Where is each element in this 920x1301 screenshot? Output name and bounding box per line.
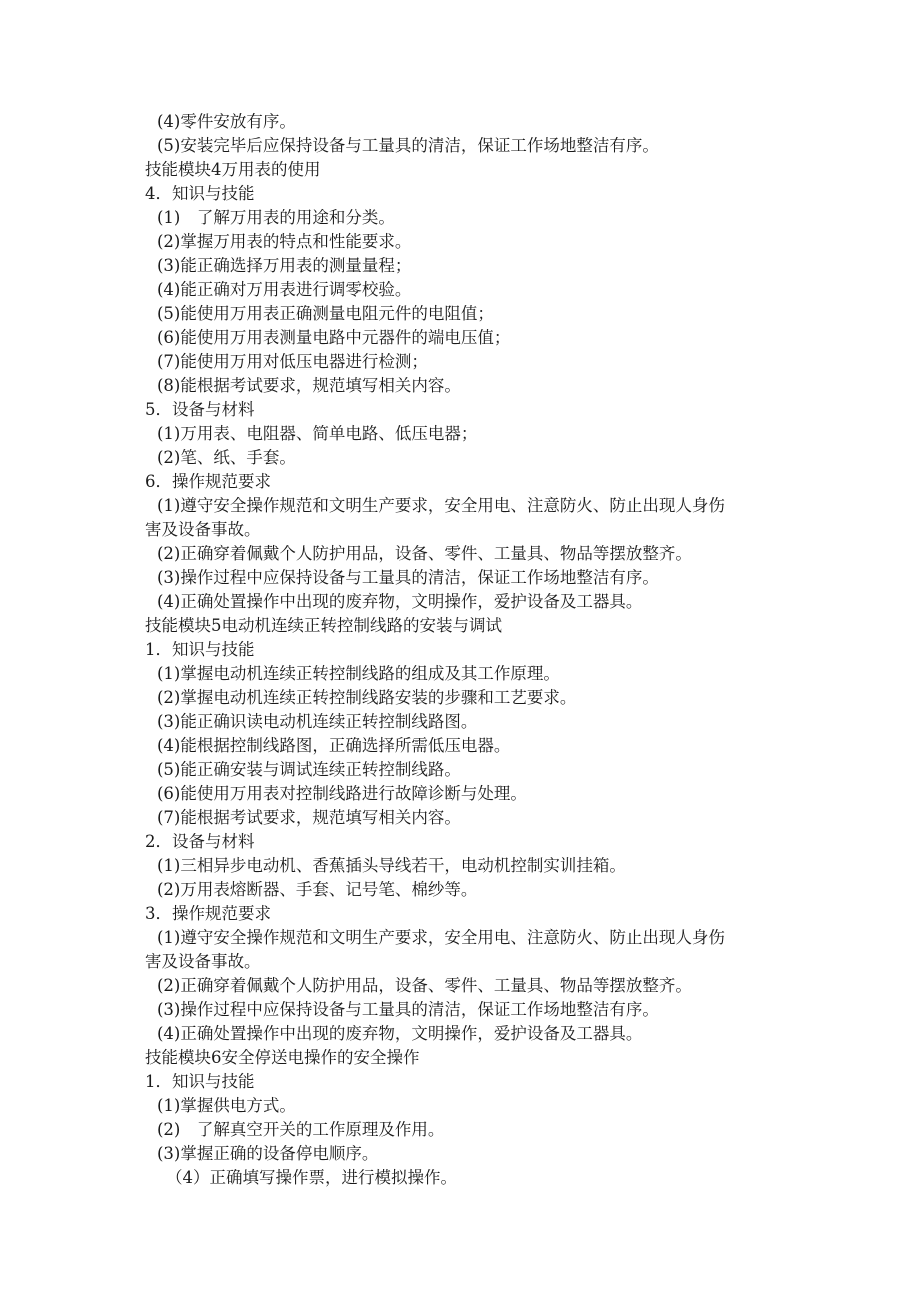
subsection-heading: 3．操作规范要求: [145, 904, 271, 923]
subsection-heading: 5．设备与材料: [145, 400, 255, 419]
text-line: (7)能根据考试要求，规范填写相关内容。: [157, 808, 461, 827]
text-line: (5)能正确安装与调试连续正转控制线路。: [157, 760, 461, 779]
text-line: (2)正确穿着佩戴个人防护用品，设备、零件、工量具、物品等摆放整齐。: [157, 544, 692, 563]
text-line: (3)能正确选择万用表的测量量程；: [157, 256, 412, 275]
subsection-heading: 1．知识与技能: [145, 1072, 255, 1091]
text-line: (4)能根据控制线路图，正确选择所需低压电器。: [157, 736, 511, 755]
text-line: (4)正确处置操作中出现的废弃物，文明操作，爱护设备及工器具。: [157, 592, 643, 611]
text-line: (2)笔、纸、手套。: [157, 448, 296, 467]
text-line: （4）正确填写操作票，进行模拟操作。: [166, 1168, 457, 1187]
text-line: (4)能正确对万用表进行调零校验。: [157, 280, 412, 299]
subsection-heading: 6．操作规范要求: [145, 472, 271, 491]
text-line: (3)能正确识读电动机连续正转控制线路图。: [157, 712, 478, 731]
subsection-heading: 2．设备与材料: [145, 832, 255, 851]
text-line: (1) 了解万用表的用途和分类。: [157, 208, 395, 227]
text-line: (5)安装完毕后应保持设备与工量具的清洁，保证工作场地整洁有序。: [157, 136, 659, 155]
text-line: (1)遵守安全操作规范和文明生产要求，安全用电、注意防火、防止出现人身伤: [157, 496, 725, 515]
subsection-heading: 1．知识与技能: [145, 640, 255, 659]
text-line: (2) 了解真空开关的工作原理及作用。: [157, 1120, 445, 1139]
text-line: (2)掌握电动机连续正转控制线路安装的步骤和工艺要求。: [157, 688, 577, 707]
text-line: 害及设备事故。: [145, 952, 261, 971]
text-line: (2)掌握万用表的特点和性能要求。: [157, 232, 412, 251]
text-line: (2)正确穿着佩戴个人防护用品，设备、零件、工量具、物品等摆放整齐。: [157, 976, 692, 995]
text-line: (1)掌握供电方式。: [157, 1096, 296, 1115]
text-line: (3)掌握正确的设备停电顺序。: [157, 1144, 379, 1163]
text-line: (1)遵守安全操作规范和文明生产要求，安全用电、注意防火、防止出现人身伤: [157, 928, 725, 947]
text-line: (5)能使用万用表正确测量电阻元件的电阻值；: [157, 304, 494, 323]
text-line: (3)操作过程中应保持设备与工量具的清洁，保证工作场地整洁有序。: [157, 568, 659, 587]
text-line: (6)能使用万用表对控制线路进行故障诊断与处理。: [157, 784, 527, 803]
text-line: (6)能使用万用表测量电路中元器件的端电压值；: [157, 328, 511, 347]
text-line: (3)操作过程中应保持设备与工量具的清洁，保证工作场地整洁有序。: [157, 1000, 659, 1019]
subsection-heading: 4．知识与技能: [145, 184, 255, 203]
text-line: (8)能根据考试要求，规范填写相关内容。: [157, 376, 461, 395]
section-heading: 技能模块5电动机连续正转控制线路的安装与调试: [145, 616, 502, 635]
section-heading: 技能模块4万用表的使用: [145, 160, 321, 179]
text-line: (1)万用表、电阻器、简单电路、低压电器；: [157, 424, 478, 443]
text-line: (2)万用表熔断器、手套、记号笔、棉纱等。: [157, 880, 478, 899]
section-heading: 技能模块6安全停送电操作的安全操作: [145, 1048, 420, 1067]
text-line: (1)三相异步电动机、香蕉插头导线若干，电动机控制实训挂箱。: [157, 856, 626, 875]
text-line: (1)掌握电动机连续正转控制线路的组成及其工作原理。: [157, 664, 560, 683]
text-line: (7)能使用万用对低压电器进行检测；: [157, 352, 428, 371]
text-line: (4)正确处置操作中出现的废弃物，文明操作，爱护设备及工器具。: [157, 1024, 643, 1043]
text-line: 害及设备事故。: [145, 520, 261, 539]
text-line: (4)零件安放有序。: [157, 112, 296, 131]
